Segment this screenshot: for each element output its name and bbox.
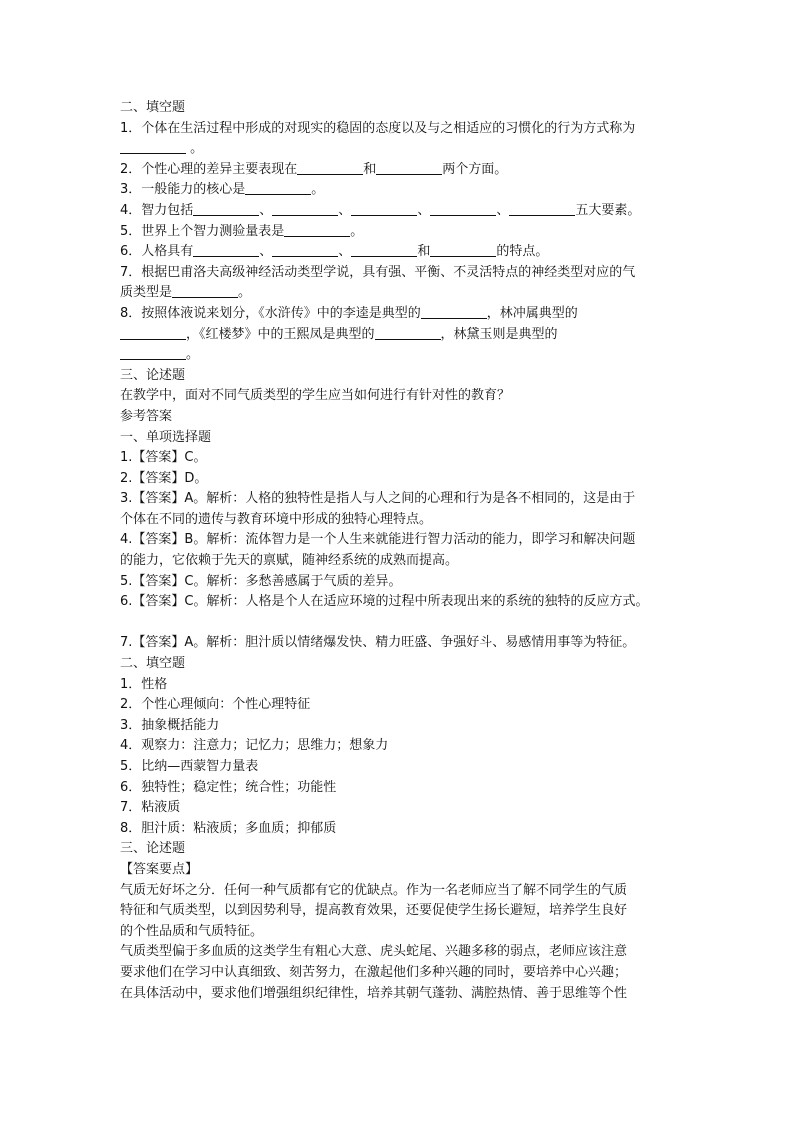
text-segment: 3.【答案】A。解析：人格的独特性是指人与人之间的心理和行为是各不相同的，这是由于 [120, 491, 636, 507]
text-line [120, 304, 690, 325]
answer-blank [272, 201, 338, 216]
text-segment: ，林冲属典型的 [486, 305, 578, 321]
text-segment: 7.【答案】A。解析：胆汁质以情绪爆发快、精力旺盛、争强好斗、易感情用事等为特征。 [120, 635, 636, 651]
text-segment: 1．性格 [120, 676, 168, 692]
text-line [120, 798, 690, 819]
answer-blank [430, 201, 496, 216]
text-line [120, 716, 690, 737]
text-segment: 。 [350, 223, 364, 239]
text-line [120, 736, 690, 757]
answer-blank [193, 242, 259, 257]
text-segment: 特征和气质类型，以到因势利导，提高教育效果，还要促使学生扬长避短，培养学生良好 [120, 903, 628, 919]
text-line [120, 160, 690, 181]
text-line [120, 222, 690, 243]
text-line [120, 345, 690, 366]
text-segment: 五大要素。 [575, 202, 641, 218]
answer-blank [421, 304, 487, 319]
text-line [120, 242, 690, 263]
answer-blank [120, 345, 186, 360]
text-segment: 个体在不同的遗传与教育环境中形成的独特心理特点。 [120, 511, 433, 527]
text-segment: 4．智力包括 [120, 202, 194, 218]
text-segment: 6．独特性；稳定性；统合性；功能性 [120, 779, 337, 795]
text-segment: 在教学中，面对不同气质类型的学生应当如何进行有针对性的教育？ [120, 388, 511, 404]
text-segment: 质类型是 [120, 285, 173, 301]
answer-blank [351, 201, 417, 216]
answer-blank [509, 201, 575, 216]
text-segment: 2．个性心理的差异主要表现在 [120, 161, 298, 177]
answer-blank [272, 242, 338, 257]
text-segment: 、 [259, 244, 273, 260]
text-segment: 在具体活动中，要求他们增强组织纪律性，培养其朝气蓬勃、满腔热情、善于思维等个性 [120, 985, 628, 1001]
text-segment: 。 [190, 141, 204, 157]
text-line [120, 428, 690, 449]
text-segment: 的特点。 [496, 244, 549, 260]
text-line [120, 860, 690, 881]
text-line [120, 325, 690, 346]
answer-blank [120, 139, 186, 154]
text-line [120, 530, 690, 551]
document-page [120, 98, 690, 1004]
text-line [120, 695, 690, 716]
text-line [120, 778, 690, 799]
text-segment: 2.【答案】D。 [120, 470, 208, 486]
text-segment: 6．人格具有 [120, 244, 194, 260]
text-segment: 。 [186, 347, 200, 363]
text-line [120, 119, 690, 140]
text-line [120, 448, 690, 469]
text-segment: 4.【答案】B。解析：流体智力是一个人生来就能进行智力活动的能力，即学习和解决问题 [120, 532, 636, 548]
text-segment: 、 [496, 202, 510, 218]
text-line [120, 283, 690, 304]
text-line [120, 633, 690, 654]
text-segment: 和 [417, 244, 431, 260]
text-segment: 气质无好坏之分．任何一种气质都有它的优缺点。作为一名老师应当了解不同学生的气质 [120, 882, 628, 898]
text-line [120, 942, 690, 963]
text-segment: 8．胆汁质：粘液质；多血质；抑郁质 [120, 820, 337, 836]
text-segment: 4．观察力：注意力；记忆力；思维力；想象力 [120, 738, 389, 754]
text-segment: 6.【答案】C。解析：人格是个人在适应环境的过程中所表现出来的系统的独特的反应方式。 [120, 594, 649, 610]
text-segment: 的个性品质和气质特征。 [120, 923, 264, 939]
text-segment: 5．比纳—西蒙智力量表 [120, 759, 259, 774]
text-segment: 【答案要点】 [120, 861, 199, 877]
text-line [120, 757, 690, 778]
text-segment: 7．根据巴甫洛夫高级神经活动类型学说，具有强、平衡、不灵活特点的神经类型对应的气 [120, 264, 636, 280]
text-segment: 、 [338, 244, 352, 260]
text-line [120, 963, 690, 984]
text-segment: 、 [417, 202, 431, 218]
text-segment: 二、填空题 [120, 100, 186, 115]
text-line [120, 675, 690, 696]
text-segment: 参考答案 [120, 408, 173, 424]
text-line [120, 180, 690, 201]
text-segment: 1．个体在生活过程中形成的对现实的稳固的态度以及与之相适应的习惯化的行为方式称为 [120, 120, 636, 136]
text-line [120, 592, 690, 613]
text-segment: 3．一般能力的核心是 [120, 182, 246, 198]
text-line [120, 98, 690, 119]
text-line [120, 572, 690, 593]
text-segment: 2．个性心理倾向：个性心理特征 [120, 697, 311, 713]
answer-blank [376, 160, 442, 175]
text-line [120, 366, 690, 387]
text-segment: 气质类型偏于多血质的这类学生有粗心大意、虎头蛇尾、兴趣多移的弱点，老师应该注意 [120, 944, 628, 960]
text-segment: 。 [311, 182, 325, 198]
text-line [120, 984, 690, 1005]
text-line [120, 551, 690, 572]
answer-blank [245, 180, 311, 195]
text-segment: ，林黛玉则是典型的 [440, 326, 558, 342]
text-line [120, 901, 690, 922]
text-segment: 两个方面。 [442, 161, 508, 177]
text-line [120, 489, 690, 510]
text-segment: 7．粘液质 [120, 800, 181, 816]
text-segment: 1.【答案】C。 [120, 450, 207, 466]
text-segment: 一、单项选择题 [120, 429, 212, 445]
text-segment: 二、填空题 [120, 656, 186, 672]
answer-blank [297, 160, 363, 175]
text-segment: 三、论述题 [120, 367, 186, 383]
answer-blank [430, 242, 496, 257]
text-segment: 三、论述题 [120, 841, 186, 857]
text-line [120, 819, 690, 840]
text-segment: 、 [338, 202, 352, 218]
text-segment: 。 [238, 285, 252, 301]
answer-blank [172, 283, 238, 298]
answer-blank [193, 201, 259, 216]
text-line [120, 201, 690, 222]
answer-blank [120, 325, 186, 340]
text-segment: 3．抽象概括能力 [120, 717, 220, 733]
text-line [120, 386, 690, 407]
text-segment: 8．按照体液说来划分，《水浒传》中的李逵是典型的 [120, 305, 421, 321]
text-line [120, 839, 690, 860]
text-segment: 和 [363, 161, 377, 177]
text-segment: 的能力，它依赖于先天的禀赋，随神经系统的成熟而提高。 [120, 553, 459, 569]
text-segment: ，《红楼梦》中的王熙凤是典型的 [186, 326, 375, 342]
text-line [120, 469, 690, 490]
text-line [120, 139, 690, 160]
answer-blank [284, 222, 350, 237]
answer-blank [351, 242, 417, 257]
text-line [120, 407, 690, 428]
text-line [120, 922, 690, 943]
text-line [120, 263, 690, 284]
text-segment: 、 [259, 202, 273, 218]
text-line [120, 654, 690, 675]
text-line [120, 881, 690, 902]
text-segment: 5．世界上个智力测验量表是 [120, 223, 285, 239]
text-line [120, 510, 690, 531]
answer-blank [375, 325, 441, 340]
text-segment: 要求他们在学习中认真细致、刻苦努力，在激起他们多种兴趣的同时，要培养中心兴趣； [120, 964, 628, 980]
text-segment: 5.【答案】C。解析：多愁善感属于气质的差异。 [120, 573, 402, 589]
